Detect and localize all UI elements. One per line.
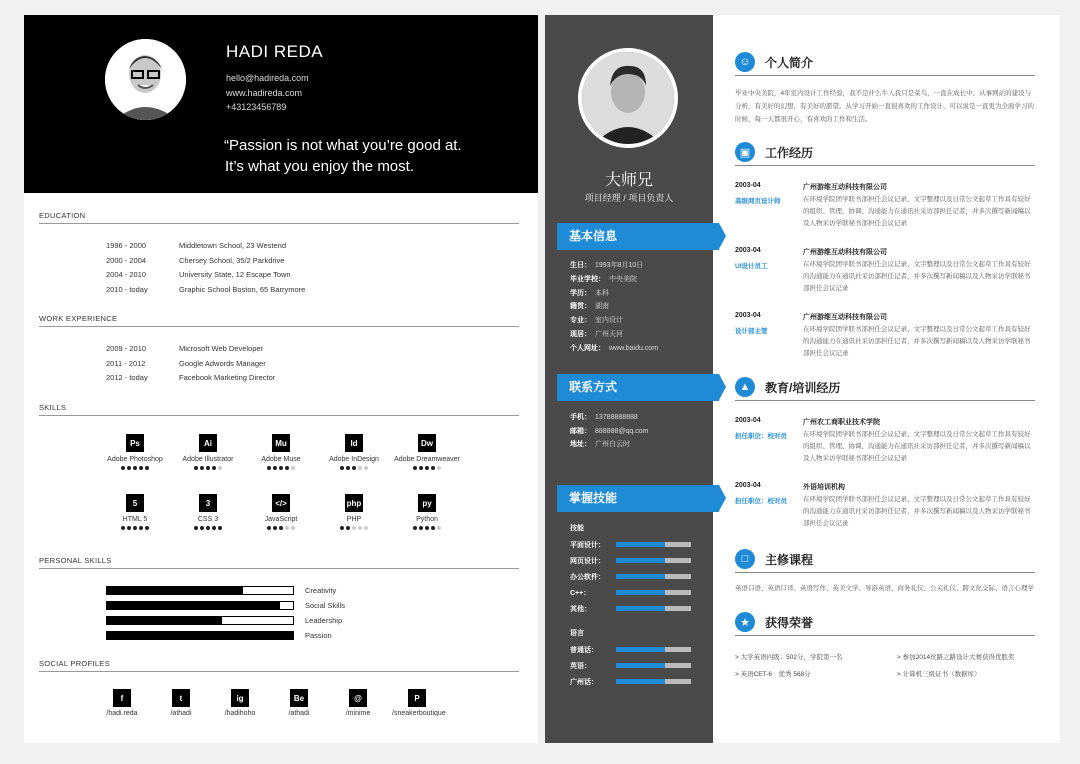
honors-heading (735, 612, 1035, 636)
info-row (570, 260, 643, 270)
skill-badge-icon: Ps (126, 434, 144, 452)
skill-item (173, 494, 243, 530)
rating-dot (358, 466, 362, 470)
medal-icon: ★ (735, 612, 755, 632)
rating-dot (419, 466, 423, 470)
rating-dot (206, 526, 210, 530)
entry-role: 担任职位：校对员 (735, 433, 787, 440)
contact-ribbon: 联系方式 (557, 374, 719, 401)
info-value: 888888@qq.com (595, 427, 649, 435)
skill-item (100, 434, 170, 470)
info-key: 地址： (570, 441, 591, 448)
info-key: 生日： (570, 262, 591, 269)
work-role: Microsoft Web Developer (179, 344, 264, 353)
rating-dot (194, 466, 198, 470)
website-text: www.hadireda.com (226, 88, 303, 98)
social-handle: /hadihoho (224, 710, 256, 717)
skill-item (319, 494, 389, 530)
entry-description: 在环境学院团学联书部担任会议记录、文字整理以及日常公文起草工作具有较好的组织、管理、协调、沟通能力在通讯社采访部担任记者，并多次撰写新闻稿以及人物采访学联秘书部担任会议记录 (803, 431, 1031, 462)
social-profile[interactable] (333, 689, 383, 717)
rating-dot (212, 526, 216, 530)
rating-dot (346, 526, 350, 530)
entry-role: 高级网页设计师 (735, 198, 781, 205)
skill-badge-icon: py (418, 494, 436, 512)
skill-rating (392, 526, 462, 530)
rating-dot (364, 526, 368, 530)
info-value: 本科 (595, 289, 609, 297)
personal-skill-fill (107, 602, 280, 609)
skill-rating (246, 526, 316, 530)
info-row (570, 439, 630, 449)
personal-skill-label: Creativity (305, 586, 337, 595)
skill-rating (173, 526, 243, 530)
quote-line-2: It’s what you enjoy the most. (225, 158, 414, 175)
skill-bar-label: 普通话： (570, 647, 598, 654)
entry-role: 担任职位：校对员 (735, 498, 787, 505)
education-years: 1996 - 2000 (106, 241, 147, 250)
personal-skill-bar (106, 616, 294, 625)
rating-dot (291, 526, 295, 530)
info-row (570, 315, 623, 325)
rating-dot (413, 526, 417, 530)
honors-title: 获得荣誉 (765, 616, 814, 630)
info-row (570, 343, 658, 353)
rating-dot (212, 466, 216, 470)
skill-item (246, 494, 316, 530)
social-icon: ig (231, 689, 249, 707)
entry-date: 2003-04 (735, 312, 761, 319)
social-handle: /sneakerboutique (392, 710, 446, 717)
info-key: 个人网址： (570, 344, 605, 352)
rating-dot (194, 526, 198, 530)
social-icon: f (113, 689, 131, 707)
info-value: 中央美院 (609, 275, 637, 283)
skill-badge-icon: </> (272, 494, 290, 512)
entry-date: 2003-04 (735, 247, 761, 254)
skill-item (392, 494, 462, 530)
info-value: 广州白云时 (595, 441, 630, 448)
entry-company: 广州游维互动科技有限公司 (803, 249, 887, 256)
skill-bar-row (570, 588, 695, 598)
rating-dot (273, 466, 277, 470)
skill-bar-label: 其他： (570, 606, 591, 613)
entry-description: 在环境学院团学联书部担任会议记录、文字整理以及日常公文起草工作具有较好的沟通能力在通讯社采访部担任记者，并多次撰写新闻稿以及人物采访学联秘书部担任会议记录 (803, 326, 1031, 357)
rating-dot (218, 526, 222, 530)
rating-dot (285, 466, 289, 470)
skill-badge-icon: 5 (126, 494, 144, 512)
work-years: 2011 - 2012 (106, 358, 146, 368)
briefcase-icon: ▣ (735, 142, 755, 162)
education-years: 2010 - today (106, 284, 148, 294)
info-value: www.baidu.com (609, 344, 659, 352)
rating-dot (127, 466, 131, 470)
skill-bar-fill (616, 558, 665, 563)
rating-dot (346, 466, 350, 470)
rating-dot (285, 526, 289, 530)
skill-label: HTML 5 (122, 516, 148, 523)
info-value: 1993年8月10日 (595, 262, 644, 269)
personal-skill-label: Social Skills (305, 601, 346, 610)
rating-dot (127, 526, 131, 530)
personal-skill-bar (106, 586, 294, 595)
info-row (570, 412, 638, 422)
rating-dot (425, 466, 429, 470)
rating-dot (352, 466, 356, 470)
skill-label: PHP (346, 516, 362, 523)
skill-bar-row (570, 677, 695, 687)
social-profile[interactable] (392, 689, 446, 717)
education-title: 教育/培训经历 (765, 381, 841, 395)
skill-bar-row (570, 572, 695, 582)
social-profile[interactable] (97, 689, 147, 717)
skill-bar-label: 平面设计： (570, 542, 605, 549)
education-place: Graphic School Boston, 65 Barrymore (179, 284, 306, 294)
skill-badge-icon: Ai (199, 434, 217, 452)
education-years: 2004 - 2010 (106, 270, 147, 279)
info-row (570, 274, 637, 284)
rating-dot (437, 526, 441, 530)
social-handle: /hadi.reda (106, 710, 138, 717)
intro-heading (735, 52, 1035, 76)
skill-label: Python (416, 516, 438, 523)
graduation-cap-icon: ▲ (735, 377, 755, 397)
skill-label: Adobe Illustrator (182, 456, 234, 463)
info-key: 现居： (570, 331, 591, 338)
language-label: 语言 (570, 630, 584, 637)
entry-description: 在环境学院团学联书部担任会议记录、文字整理以及日常公文起草工作具有较好的组织、管理、协调、沟通能力在通讯社采访部担任记者，并多次撰写新闻稿以及人物采访学联秘书部担任会议记录 (803, 196, 1031, 227)
email-text: hello@hadireda.com (226, 73, 309, 83)
skill-badge-icon: php (345, 494, 363, 512)
social-profile[interactable] (215, 689, 265, 717)
phone-text: +43123456789 (226, 102, 287, 112)
rating-dot (267, 526, 271, 530)
book-icon: □ (735, 549, 755, 569)
skill-bar-fill (616, 679, 665, 684)
rating-dot (145, 526, 149, 530)
skill-bar (616, 558, 691, 563)
rating-dot (133, 466, 137, 470)
quote-line-1: “Passion is not what you’re good at. (224, 137, 462, 154)
user-icon: ☺ (735, 52, 755, 72)
work-heading: WORK EXPERIENCE (39, 314, 519, 327)
info-key: 毕业学校： (570, 275, 605, 283)
skill-badge-icon: 3 (199, 494, 217, 512)
work-role: Facebook Marketing Director (179, 373, 276, 382)
tech-skills-label: 技能 (570, 525, 584, 532)
rating-dot (200, 526, 204, 530)
courses-heading (735, 549, 1035, 573)
personal-skill-fill (107, 587, 243, 594)
rating-dot (121, 466, 125, 470)
info-key: 学历： (570, 289, 591, 297)
work-years: 2012 - today (106, 373, 148, 382)
profile-photo (105, 39, 186, 120)
rating-dot (273, 526, 277, 530)
info-row (570, 426, 648, 436)
courses-title: 主修课程 (765, 553, 814, 567)
skill-item (246, 434, 316, 470)
skill-bar-label: 广州话： (570, 679, 598, 686)
education-heading (735, 377, 1035, 401)
skill-label: Adobe Dreamweaver (394, 456, 460, 463)
social-icon: @ (349, 689, 367, 707)
skills-heading: SKILLS (39, 403, 519, 416)
rating-dot (139, 466, 143, 470)
skill-rating (319, 466, 389, 470)
skill-badge-icon: Dw (418, 434, 436, 452)
entry-description: 在环境学院团学联书部担任会议记录、文字整理以及日常公文起草工作具有较好的沟通能力在通讯社采访部担任记者，并多次撰写新闻稿以及人物采访学联秘书部担任会议记录 (803, 261, 1031, 292)
entry-description: 在环境学院团学联书部担任会议记录、文字整理以及日常公文起草工作具有较好的沟通能力在通讯社采访部担任记者，并多次撰写新闻稿以及人物采访学联秘书部担任会议记录 (803, 496, 1031, 527)
skill-bar (616, 679, 691, 684)
skill-item (392, 434, 462, 470)
rating-dot (133, 526, 137, 530)
social-profiles-heading: SOCIAL PROFILES (39, 659, 519, 672)
skill-bar-fill (616, 647, 665, 652)
rating-dot (431, 466, 435, 470)
skills-ribbon: 掌握技能 (557, 485, 719, 512)
skill-rating (392, 466, 462, 470)
skill-bar-row (570, 556, 695, 566)
info-value: 室内设计 (595, 317, 623, 325)
resume-name: 大师兄 (604, 172, 653, 189)
rating-dot (279, 526, 283, 530)
skill-label: Adobe Photoshop (107, 456, 163, 463)
entry-company: 广州游维互动科技有限公司 (803, 184, 887, 191)
personal-skill-bar (106, 631, 294, 640)
entry-company: 广州农工商职业技术学院 (803, 419, 880, 426)
social-handle: /athadi (288, 710, 310, 717)
personal-skill-fill (107, 632, 293, 639)
skill-rating (319, 526, 389, 530)
profile-photo (578, 48, 678, 148)
info-key: 手机： (570, 414, 591, 421)
info-row (570, 329, 623, 339)
skill-bar (616, 574, 691, 579)
skill-item (319, 434, 389, 470)
skill-rating (246, 466, 316, 470)
rating-dot (364, 466, 368, 470)
info-value: 广州天河 (595, 331, 623, 338)
rating-dot (145, 466, 149, 470)
personal-skill-fill (107, 617, 222, 624)
rating-dot (218, 466, 222, 470)
rating-dot (291, 466, 295, 470)
resume-name: HADI REDA (226, 42, 324, 61)
rating-dot (425, 526, 429, 530)
skill-bar-row (570, 661, 695, 671)
rating-dot (267, 466, 271, 470)
info-key: 邮箱： (570, 427, 591, 435)
entry-company: 广州游维互动科技有限公司 (803, 314, 887, 321)
info-key: 籍贯： (570, 303, 591, 311)
rating-dot (358, 526, 362, 530)
rating-dot (121, 526, 125, 530)
info-value: 湖南 (595, 303, 609, 311)
skill-bar-fill (616, 606, 665, 611)
education-place: Middletown School, 23 Westend (179, 241, 287, 250)
entry-date: 2003-04 (735, 417, 761, 424)
skill-bar-fill (616, 590, 665, 595)
social-profile[interactable] (156, 689, 206, 717)
entry-company: 外语培训机构 (803, 484, 845, 491)
skill-bar (616, 542, 691, 547)
work-title: 工作经历 (765, 146, 814, 160)
social-handle: /athadi (170, 710, 192, 717)
skill-bar-label: C++： (570, 590, 591, 597)
rating-dot (413, 466, 417, 470)
english-resume (24, 15, 538, 743)
skill-badge-icon: Id (345, 434, 363, 452)
work-role: Google Adwords Manager (179, 358, 266, 368)
skill-badge-icon: Mu (272, 434, 290, 452)
skill-item (100, 494, 170, 530)
skill-item (173, 434, 243, 470)
rating-dot (200, 466, 204, 470)
honor-item: > 计算机三级证书（数据库） (897, 671, 981, 678)
intro-title: 个人简介 (765, 56, 814, 70)
skill-label: CSS 3 (197, 516, 219, 523)
honor-item: > 参加2014丝路之路设计大赛获得优胜奖 (897, 654, 1015, 661)
social-icon: t (172, 689, 190, 707)
social-handle: /minime (345, 710, 371, 717)
rating-dot (437, 466, 441, 470)
skill-bar (616, 647, 691, 652)
education-heading: EDUCATION (39, 211, 519, 224)
skill-bar-row (570, 540, 695, 550)
resume-header (24, 15, 538, 193)
social-icon: P (408, 689, 426, 707)
skill-bar (616, 663, 691, 668)
basic-info-ribbon: 基本信息 (557, 223, 719, 250)
rating-dot (340, 466, 344, 470)
honor-item: > 英语CET-6 优秀 568分 (735, 671, 811, 678)
skill-label: Adobe InDesign (329, 456, 379, 463)
work-heading (735, 142, 1035, 166)
skill-rating (100, 526, 170, 530)
intro-paragraph: 毕业中央美院，4年室内设计工作经验，我不是什么牛人我只是菜鸟，一直在成长中。从事网站的建设与分析，有美好的幻想，有美好的愿望。从学习开始一直很喜欢的工作设计，可以说是一直更为全面学习的时候，每一天都很开心，有喜欢的工作和生活。 (735, 90, 1034, 123)
info-row (570, 288, 609, 298)
skill-bar-fill (616, 663, 665, 668)
skill-bar-fill (616, 574, 665, 579)
skill-label: JavaScript (264, 516, 298, 523)
work-years: 2009 - 2010 (106, 344, 147, 353)
rating-dot (139, 526, 143, 530)
skill-label: Adobe Muse (261, 456, 301, 463)
skill-bar-fill (616, 542, 665, 547)
education-place: Chersey School, 35/2 Parkdrive (179, 255, 285, 265)
skill-bar-label: 办公软件： (570, 574, 605, 581)
education-place: University State, 12 Escape Town (179, 270, 291, 279)
personal-skills-heading: PERSONAL SKILLS (39, 556, 519, 569)
rating-dot (206, 466, 210, 470)
resume-sidebar (545, 15, 713, 743)
skill-bar-row (570, 645, 695, 655)
resume-role: 项目经理 / 项目负责人 (584, 193, 674, 203)
rating-dot (419, 526, 423, 530)
chinese-resume (545, 15, 1060, 743)
info-key: 专业： (570, 317, 591, 325)
honor-item: > 大学英语四级：502分，学院第一名 (735, 654, 843, 661)
social-icon: Be (290, 689, 308, 707)
entry-role: 设计部主管 (735, 328, 768, 335)
skill-bar (616, 590, 691, 595)
personal-skill-label: Passion (305, 631, 332, 640)
info-row (570, 301, 609, 311)
rating-dot (340, 526, 344, 530)
skill-bar-row (570, 604, 695, 614)
social-profile[interactable] (274, 689, 324, 717)
rating-dot (352, 526, 356, 530)
skill-bar-label: 英语： (570, 663, 591, 670)
personal-skill-label: Leadership (305, 616, 343, 625)
entry-role: UI设计员工 (735, 263, 768, 270)
courses-text: 英语口语、英语口译、英语写作、英美文学、导游英语、商务礼仪、公关礼仪、跨文化交际、语言心理学 (735, 585, 1034, 592)
rating-dot (431, 526, 435, 530)
skill-bar (616, 606, 691, 611)
entry-date: 2003-04 (735, 482, 761, 489)
entry-date: 2003-04 (735, 182, 761, 189)
skill-bar-label: 网页设计： (570, 558, 605, 565)
info-value: 13788888888 (595, 414, 638, 421)
skill-rating (100, 466, 170, 470)
personal-skill-bar (106, 601, 294, 610)
education-years: 2000 - 2004 (106, 255, 147, 265)
skill-rating (173, 466, 243, 470)
rating-dot (279, 466, 283, 470)
